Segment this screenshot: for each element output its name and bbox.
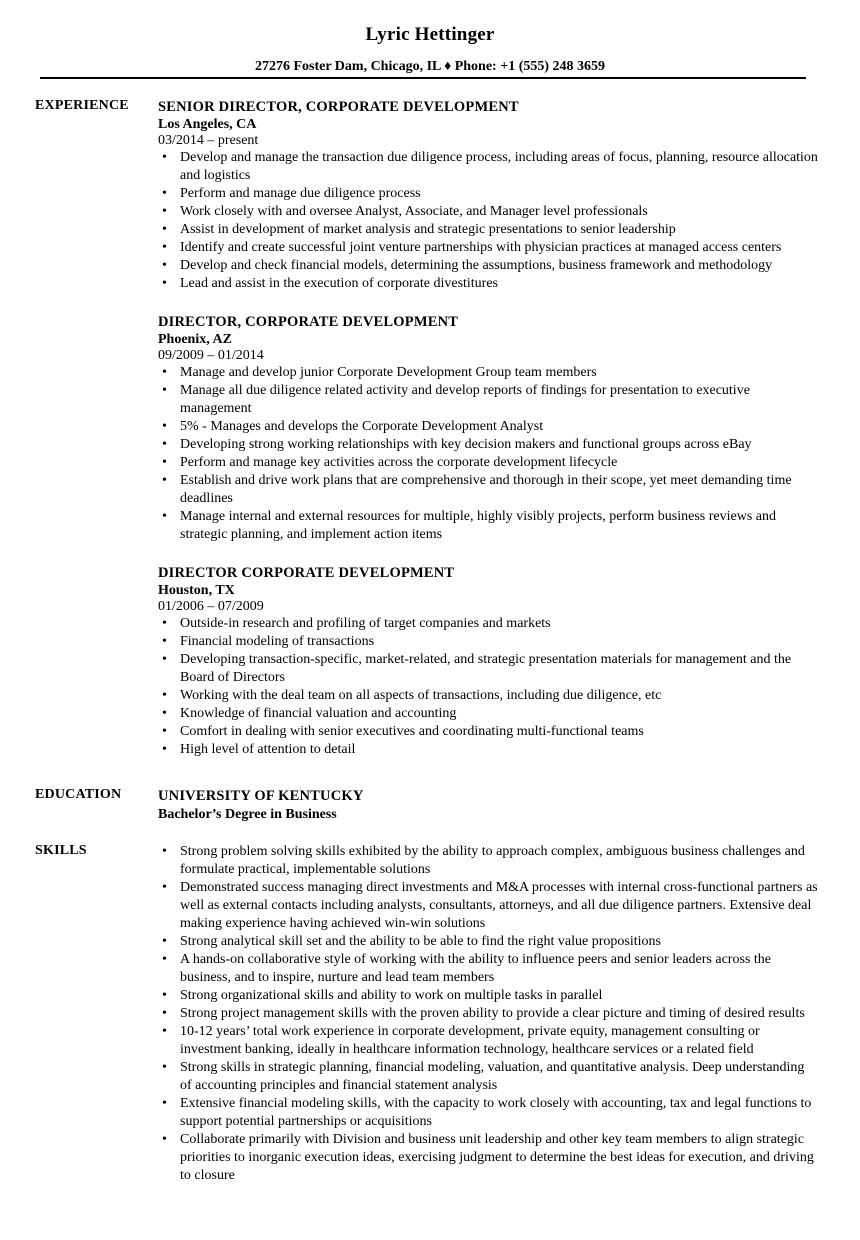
- skills-list: [158, 843, 818, 1185]
- job-bullet: • High level of attention to detail: [158, 741, 818, 759]
- job-bullet: • Developing transaction-specific, market-related, and strategic presentation materials for management and the Board of Directors: [158, 651, 818, 687]
- job-location: Los Angeles, CA: [158, 117, 257, 132]
- school-name: UNIVERSITY OF KENTUCKY: [158, 788, 364, 804]
- job-bullet: • Develop and manage the transaction due diligence process, including areas of focus, planning, resource allocation and logistics: [158, 149, 818, 185]
- job-bullet: • Manage and develop junior Corporate Development Group team members: [158, 364, 818, 382]
- skill-item: • Strong problem solving skills exhibited by the ability to approach complex, ambiguous business challenges and formulate practical, implementable solutions: [158, 843, 818, 879]
- job-bullets: [158, 364, 818, 544]
- skills-section: [0, 843, 860, 1185]
- resume-content: [0, 98, 860, 1185]
- job-bullet: • Lead and assist in the execution of corporate divestitures: [158, 275, 818, 293]
- skill-item: • Strong analytical skill set and the ability to be able to find the right value propositions: [158, 933, 818, 951]
- job-bullet: • Establish and drive work plans that are comprehensive and thorough in their scope, yet meet demanding time deadlines: [158, 472, 818, 508]
- job-bullet: • Work closely with and oversee Analyst, Associate, and Manager level professionals: [158, 203, 818, 221]
- job-bullet: • Financial modeling of transactions: [158, 633, 818, 651]
- job-bullet: • Identify and create successful joint venture partnerships with physician practices at managed access centers: [158, 239, 818, 257]
- job-entry: [158, 564, 818, 759]
- section-label-experience: EXPERIENCE: [35, 98, 129, 113]
- job-title: SENIOR DIRECTOR, CORPORATE DEVELOPMENT: [158, 99, 519, 115]
- contact-line: 27276 Foster Dam, Chicago, IL ♦ Phone: +1 (555) 248 3659: [254, 59, 606, 74]
- header-divider: [40, 77, 806, 79]
- job-bullet: • Perform and manage due diligence process: [158, 185, 818, 203]
- job-bullet: • Comfort in dealing with senior executives and coordinating multi-functional teams: [158, 723, 818, 741]
- job-bullet: • Outside-in research and profiling of target companies and markets: [158, 615, 818, 633]
- job-bullet: • Develop and check financial models, determining the assumptions, business framework and methodology: [158, 257, 818, 275]
- experience-body: [158, 98, 818, 759]
- job-bullet: • Assist in development of market analysis and strategic presentations to senior leadership: [158, 221, 818, 239]
- section-label-education: EDUCATION: [35, 787, 122, 802]
- section-label-skills: SKILLS: [35, 843, 87, 858]
- skill-item: • Collaborate primarily with Division and business unit leadership and other key team members to align strategic priorities to inorganic execution ideas, exercising judgment to determine the best ideas for execution, and driving to closure: [158, 1131, 818, 1185]
- skill-item: • Demonstrated success managing direct investments and M&A processes with internal cross-functional partners as well as external contacts including analysts, consultants, attorneys, and all due diligence partners. Extensive deal making experience having achieved win-win solutions: [158, 879, 818, 933]
- job-bullet: • 5% - Manages and develops the Corporate Development Analyst: [158, 418, 818, 436]
- skill-item: • Strong skills in strategic planning, financial modeling, valuation, and quantitative analysis. Deep understanding of accounting principles and financial statement analysis: [158, 1059, 818, 1095]
- resume-name: Lyric Hettinger: [365, 24, 495, 45]
- skill-item: • 10-12 years’ total work experience in corporate development, private equity, management consulting or investment banking, ideally in healthcare information technology, healthcare services or a related field: [158, 1023, 818, 1059]
- job-bullet: • Developing strong working relationships with key decision makers and functional groups across eBay: [158, 436, 818, 454]
- job-entry: [158, 313, 818, 544]
- experience-section: [0, 98, 860, 759]
- job-title: DIRECTOR CORPORATE DEVELOPMENT: [158, 565, 455, 581]
- job-bullet: • Knowledge of financial valuation and accounting: [158, 705, 818, 723]
- job-bullet: • Manage all due diligence related activity and develop reports of findings for presentation to executive management: [158, 382, 818, 418]
- education-section: [0, 787, 860, 824]
- education-body: [158, 787, 818, 824]
- job-bullet: • Perform and manage key activities across the corporate development lifecycle: [158, 454, 818, 472]
- job-dates: 01/2006 – 07/2009: [158, 599, 264, 614]
- skill-item: • Extensive financial modeling skills, with the capacity to work closely with accounting, tax and legal functions to support potential partnerships or acquisitions: [158, 1095, 818, 1131]
- job-dates: 09/2009 – 01/2014: [158, 348, 264, 363]
- skill-item: • Strong organizational skills and ability to work on multiple tasks in parallel: [158, 987, 818, 1005]
- skills-body: [158, 843, 818, 1185]
- job-location: Houston, TX: [158, 583, 235, 598]
- job-bullets: [158, 149, 818, 293]
- job-bullet: • Manage internal and external resources for multiple, highly visibly projects, perform business reviews and strategic planning, and implement action items: [158, 508, 818, 544]
- job-location: Phoenix, AZ: [158, 332, 232, 347]
- skill-item: • Strong project management skills with the proven ability to provide a clear picture and timing of desired results: [158, 1005, 818, 1023]
- job-entry: [158, 98, 818, 293]
- job-title: DIRECTOR, CORPORATE DEVELOPMENT: [158, 314, 459, 330]
- job-dates: 03/2014 – present: [158, 133, 259, 148]
- degree: Bachelor’s Degree in Business: [158, 807, 337, 822]
- job-bullet: • Working with the deal team on all aspects of transactions, including due diligence, etc: [158, 687, 818, 705]
- job-bullets: [158, 615, 818, 759]
- skill-item: • A hands-on collaborative style of working with the ability to influence peers and senior leaders across the business, and to inspire, nurture and lead team members: [158, 951, 818, 987]
